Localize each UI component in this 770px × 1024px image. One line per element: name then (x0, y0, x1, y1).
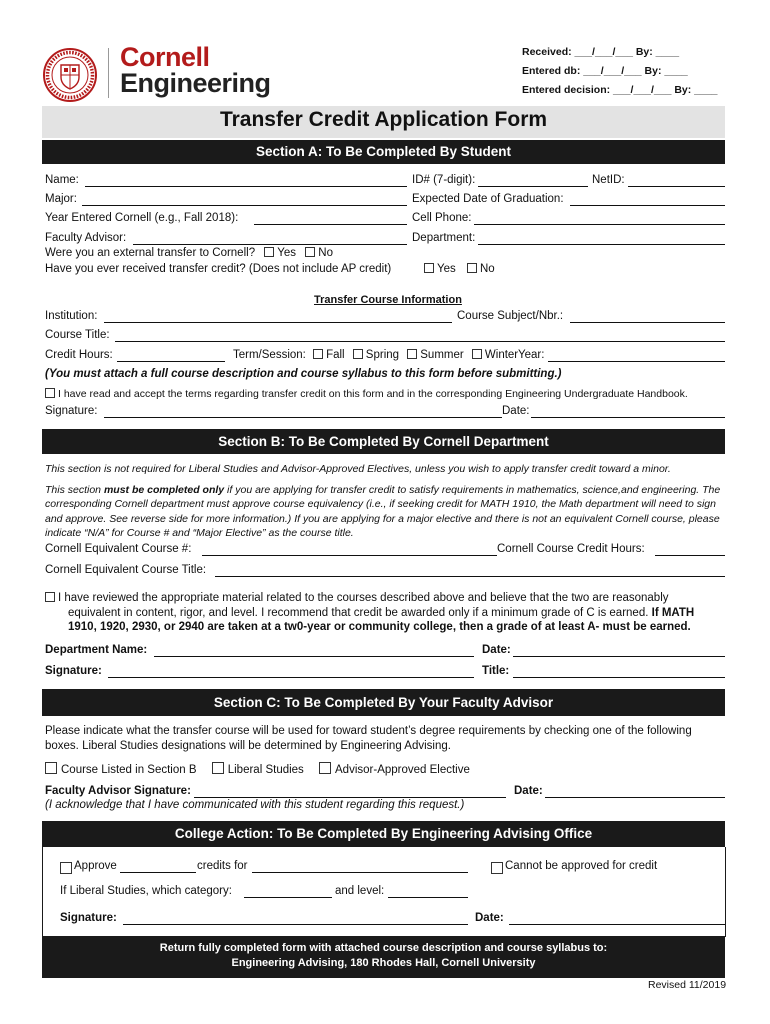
option-advisor-elective-checkbox[interactable] (319, 762, 331, 774)
review-line-2 (68, 607, 694, 619)
footer-bar (42, 936, 725, 978)
student-signature-label: Signature: (45, 405, 98, 417)
logo-cornell-text: Cornell (120, 42, 210, 72)
advisor-signature-label: Faculty Advisor Signature: (45, 785, 191, 797)
must-attach-note: (You must attach a full course description and course syllabus to this form before submitting.) (45, 368, 562, 380)
term-session-row (233, 349, 518, 361)
equiv-course-field[interactable] (202, 555, 497, 556)
dept-title-label: Title: (482, 665, 510, 677)
faculty-advisor-label: Faculty Advisor: (45, 232, 127, 244)
section-b-para-after: if you are applying for transfer credit to satisfy requirements in mathematics, science,and engineering. The corresponding Cornell department must approve course equivalency (i.e., if seeking credit for MATH 1910, the Math department will need to sign and approve. See reverse side for more information.) If you are applying for a major elective and there is not an equivalent Cornell course, please indicate “N/A” for Course # and “Major Elective” as the course title. (45, 484, 721, 539)
dept-signature-label: Signature: (45, 665, 102, 677)
course-credit-hours-label: Cornell Course Credit Hours: (497, 543, 645, 555)
office-entered-decision: Entered decision: ___/___/___ By: ____ (522, 84, 718, 96)
form-title: Transfer Credit Application Form (219, 108, 548, 131)
office-date-label: Date: (475, 912, 504, 924)
term-summer-label: Summer (420, 349, 464, 361)
credit-hours-field[interactable] (117, 361, 225, 362)
dept-date-field[interactable] (513, 656, 725, 657)
college-action-box-right (725, 847, 726, 937)
received-no-label: No (479, 263, 495, 275)
advisor-acknowledge: (I acknowledge that I have communicated with this student regarding this request.) (45, 799, 465, 811)
course-title-label: Course Title: (45, 329, 110, 341)
term-spring-checkbox[interactable] (353, 349, 363, 359)
option-advisor-elective-label: Advisor-Approved Elective (335, 764, 470, 776)
office-signature-label: Signature: (60, 912, 117, 924)
dept-date-label: Date: (482, 644, 511, 656)
office-entered-db: Entered db: ___/___/___ By: ____ (522, 65, 688, 77)
review-line-2-plain: equivalent in content, rigor, and level. I recommend that credit be awarded only if a minimum grade of C is earned. (68, 607, 652, 619)
cannot-approve-checkbox[interactable] (491, 862, 503, 874)
section-c-instructions-1: Please indicate what the transfer course will be used for toward student’s degree requirements by checking one of the following (45, 725, 692, 737)
external-yes-label: Yes (277, 247, 297, 259)
option-section-b-label: Course Listed in Section B (61, 764, 197, 776)
footer-line-2: Engineering Advising, 180 Rhodes Hall, Cornell University (231, 957, 536, 969)
footer-line-1: Return fully completed form with attached course description and course syllabus to: (159, 942, 608, 954)
lib-category-field[interactable] (244, 897, 332, 898)
option-section-b-checkbox[interactable] (45, 762, 57, 774)
major-label: Major: (45, 193, 77, 205)
received-yes-checkbox[interactable] (424, 263, 434, 273)
cell-phone-field[interactable] (474, 224, 725, 225)
section-c-header: Section C: To Be Completed By Your Faculty Advisor (42, 689, 725, 716)
approve-label: Approve (74, 860, 117, 872)
office-received: Received: ___/___/___ By: ____ (522, 46, 680, 58)
review-line-1 (45, 592, 669, 604)
approve-checkbox[interactable] (60, 862, 72, 874)
year-field[interactable] (548, 361, 725, 362)
section-c-instructions-2: boxes. Liberal Studies designations will be determined by Engineering Advising. (45, 740, 451, 752)
section-b-note: This section is not required for Liberal Studies and Advisor-Approved Electives, unless you wish to apply transfer credit toward a minor. (45, 463, 671, 475)
course-credit-hours-field[interactable] (655, 555, 725, 556)
department-label: Department: (412, 232, 476, 244)
lib-category-label: If Liberal Studies, which category: (60, 885, 232, 897)
expected-grad-field[interactable] (570, 205, 725, 206)
logo-divider (108, 48, 109, 98)
accept-terms-row (45, 388, 688, 400)
netid-label: NetID: (592, 174, 625, 186)
equiv-title-field[interactable] (215, 576, 725, 577)
section-b-para-bold: must be completed only (103, 484, 225, 496)
equiv-course-label: Cornell Equivalent Course #: (45, 543, 192, 555)
option-liberal-studies-checkbox[interactable] (212, 762, 224, 774)
review-line-1-text: I have reviewed the appropriate material related to the courses described above and believe that the two are reasonably (58, 592, 669, 604)
course-info-heading: Transfer Course Information (314, 294, 462, 306)
review-line-2-bold: If MATH (651, 607, 695, 619)
external-transfer-question (45, 247, 333, 259)
cannot-approve-label: Cannot be approved for credit (505, 860, 658, 872)
term-summer-checkbox[interactable] (407, 349, 417, 359)
student-date-field[interactable] (531, 417, 725, 418)
section-b-paragraph (45, 483, 727, 540)
level-field[interactable] (388, 897, 468, 898)
review-checkbox[interactable] (45, 592, 55, 602)
student-date-label: Date: (502, 405, 530, 417)
institution-label: Institution: (45, 310, 98, 322)
name-field[interactable] (85, 186, 407, 187)
accept-terms-label: I have read and accept the terms regarding transfer credit on this form and in the corresponding Engineering Undergraduate Handbook. (58, 388, 688, 400)
review-line-3: 1910, 1920, 2930, or 2940 are taken at a tw0-year or community college, then a grade of at least A- must be earned. (68, 621, 691, 633)
institution-field[interactable] (104, 322, 452, 323)
college-action-header: College Action: To Be Completed By Engineering Advising Office (42, 821, 725, 847)
approve-credits-field[interactable] (120, 872, 196, 873)
accept-terms-checkbox[interactable] (45, 388, 55, 398)
course-title-field[interactable] (115, 341, 725, 342)
section-b-para-before: This section (45, 484, 104, 496)
section-b-header: Section B: To Be Completed By Cornell Department (42, 429, 725, 454)
id-field[interactable] (478, 186, 588, 187)
year-entered-field[interactable] (254, 224, 407, 225)
expected-grad-label: Expected Date of Graduation: (412, 193, 564, 205)
term-fall-label: Fall (326, 349, 345, 361)
advisor-date-label: Date: (514, 785, 543, 797)
credit-hours-label: Credit Hours: (45, 349, 113, 361)
college-action-box-left (42, 847, 43, 937)
received-yes-label: Yes (437, 263, 456, 275)
logo-engineering-text: Engineering (120, 68, 271, 98)
term-winter-label: Winter (484, 349, 519, 361)
advisor-signature-field[interactable] (194, 797, 506, 798)
external-no-label: No (318, 247, 333, 259)
cell-phone-label: Cell Phone: (412, 212, 472, 224)
year-label: Year: (518, 349, 545, 361)
cornell-seal-logo (42, 47, 98, 103)
received-credit-options (424, 263, 495, 275)
received-credit-label: Have you ever received transfer credit? (Does not include AP credit) (45, 263, 392, 275)
revised-date: Revised 11/2019 (648, 979, 727, 991)
id-label: ID# (7-digit): (412, 174, 476, 186)
major-field[interactable] (82, 205, 407, 206)
office-date-field[interactable] (509, 924, 725, 925)
office-signature-field[interactable] (123, 924, 468, 925)
term-spring-label: Spring (365, 349, 400, 361)
advisor-date-field[interactable] (545, 797, 725, 798)
external-yes-checkbox[interactable] (264, 247, 274, 257)
subject-nbr-field[interactable] (570, 322, 725, 323)
credits-for-field[interactable] (252, 872, 468, 873)
dept-title-field[interactable] (513, 677, 725, 678)
dept-name-label: Department Name: (45, 644, 148, 656)
subject-nbr-label: Course Subject/Nbr.: (457, 310, 564, 322)
credits-for-label: credits for (197, 860, 248, 872)
section-a-header: Section A: To Be Completed By Student (42, 140, 725, 164)
student-signature-field[interactable] (104, 417, 502, 418)
department-field[interactable] (478, 244, 725, 245)
faculty-advisor-field[interactable] (133, 244, 407, 245)
term-fall-checkbox[interactable] (313, 349, 323, 359)
dept-signature-field[interactable] (108, 677, 474, 678)
external-transfer-label: Were you an external transfer to Cornell? (45, 247, 256, 259)
year-entered-label: Year Entered Cornell (e.g., Fall 2018): (45, 212, 239, 224)
dept-name-field[interactable] (154, 656, 474, 657)
netid-field[interactable] (628, 186, 725, 187)
equiv-title-label: Cornell Equivalent Course Title: (45, 564, 207, 576)
name-label: Name: (45, 174, 79, 186)
and-level-label: and level: (335, 885, 385, 897)
section-c-options (45, 762, 470, 776)
term-session-label: Term/Session: (233, 349, 306, 361)
option-liberal-studies-label: Liberal Studies (227, 764, 304, 776)
external-no-checkbox[interactable] (305, 247, 315, 257)
received-no-checkbox[interactable] (467, 263, 477, 273)
term-winter-checkbox[interactable] (472, 349, 482, 359)
